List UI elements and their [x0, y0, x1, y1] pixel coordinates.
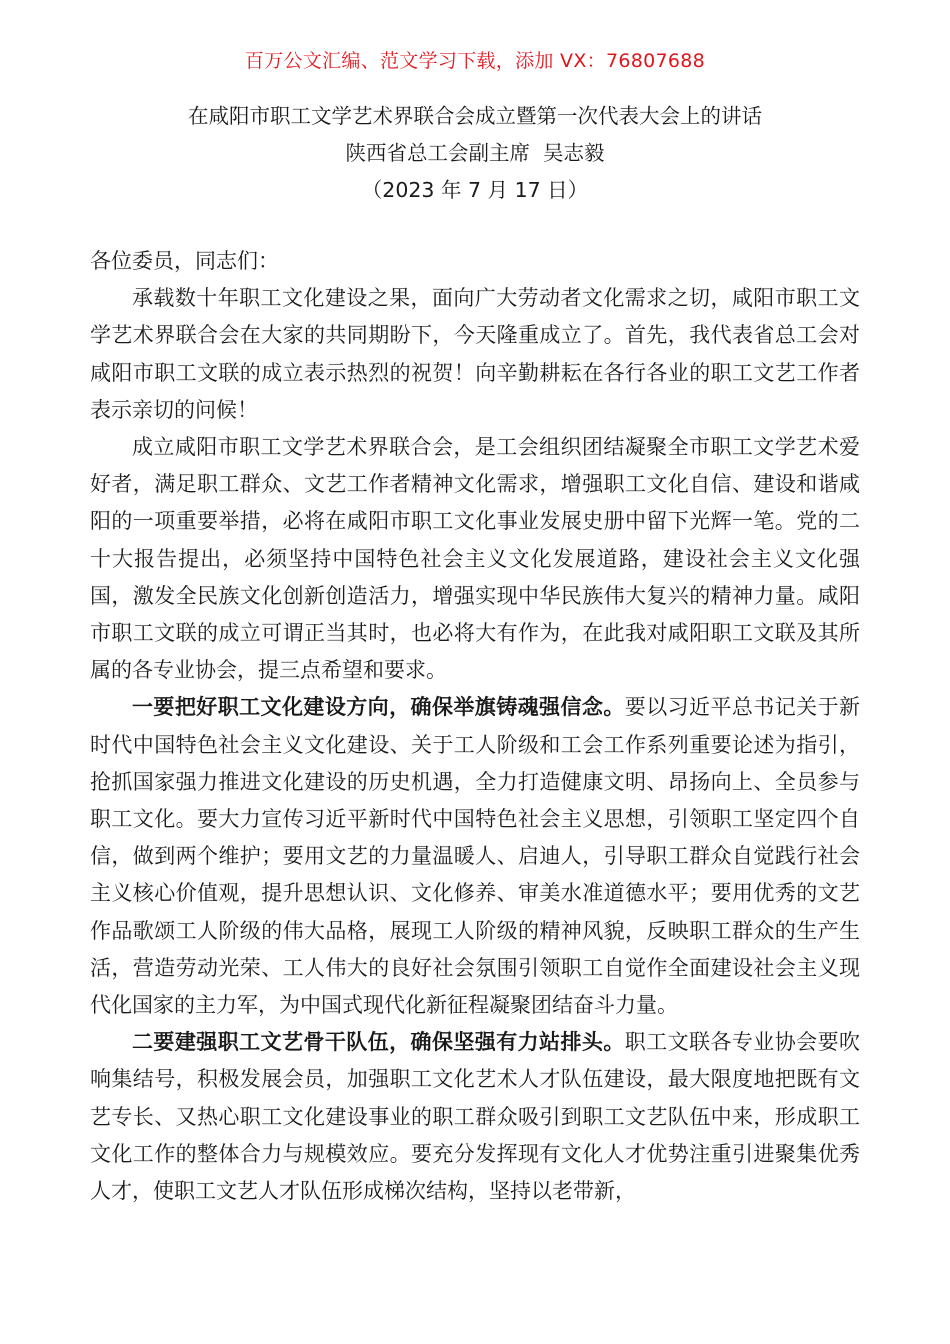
paragraph-3-lead: 一要把好职工文化建设方向，确保举旗铸魂强信念。: [132, 695, 625, 720]
promo-banner: 百万公文汇编、范文学习下载，添加 VX：76807688: [244, 50, 706, 72]
paragraph-2: 成立咸阳市职工文学艺术界联合会，是工会组织团结凝聚全市职工文学艺术爱好者，满足职工群众、文艺工作者精神文化需求，增强职工文化自信、建设和谐咸阳的一项重要举措，必将在咸阳市职工文化事业发展史册中留下光辉一笔。党的二十大报告提出，必须坚持中国特色社会主义文化发展道路，建设社会主义文化强国，激发全民族文化创新创造活力，增强实现中华民族伟大复兴的精神力量。咸阳市职工文联的成立可谓正当其时，也必将大有作为，在此我对咸阳职工文联及其所属的各专业协会，提三点希望和要求。: [90, 435, 860, 683]
document-header: [0, 98, 950, 209]
speech-date: （2023 年 7 月 17 日）: [361, 178, 589, 202]
paragraph-1: 承载数十年职工文化建设之果，面向广大劳动者文化需求之切，咸阳市职工文学艺术界联合会在大家的共同期盼下，今天隆重成立了。首先，我代表省总工会对咸阳市职工文联的成立表示热烈的祝贺！向辛勤耕耘在各行各业的职工文艺工作者表示亲切的问候！: [90, 286, 860, 422]
paragraph-4: [90, 1024, 860, 1210]
paragraph-3-text: 要以习近平总书记关于新时代中国特色社会主义文化建设、关于工人阶级和工会工作系列重要论述为指引，抢抓国家强力推进文化建设的历史机遇，全力打造健康文明、昂扬向上、全员参与职工文化。要大力宣传习近平新时代中国特色社会主义思想，引领职工坚定四个自信，做到两个维护；要用文艺的力量温暖人、启迪人，引导职工群众自觉践行社会主义核心价值观，提升思想认识、文化修养、审美水准道德水平；要用优秀的文艺作品歌颂工人阶级的伟大品格，展现工人阶级的精神风貌，反映职工群众的生产生活，营造劳动光荣、工人伟大的良好社会氛围引领职工自觉作全面建设社会主义现代化国家的主力军，为中国式现代化新征程凝聚团结奋斗力量。: [90, 695, 861, 1018]
salutation: 各位委员，同志们：: [90, 249, 279, 273]
document-title: 在咸阳市职工文学艺术界联合会成立暨第一次代表大会上的讲话: [188, 104, 762, 128]
paragraph-4-lead: 二要建强职工文艺骨干队伍，确保坚强有力站排头。: [132, 1030, 625, 1055]
document-body: [90, 243, 860, 1210]
paragraph-4-text: 职工文联各专业协会要吹响集结号，积极发展会员，加强职工文化艺术人才队伍建设，最大限度地把既有文艺专长、又热心职工文化建设事业的职工群众吸引到职工文艺队伍中来，形成职工文化工作的整体合力与规模效应。要充分发挥现有文化人才优势注重引进聚集优秀人才，使职工文艺人才队伍形成梯次结构，坚持以老带新，: [90, 1030, 861, 1204]
paragraph-3: [90, 689, 860, 1024]
speaker-line: 陕西省总工会副主席 吴志毅: [345, 141, 605, 165]
